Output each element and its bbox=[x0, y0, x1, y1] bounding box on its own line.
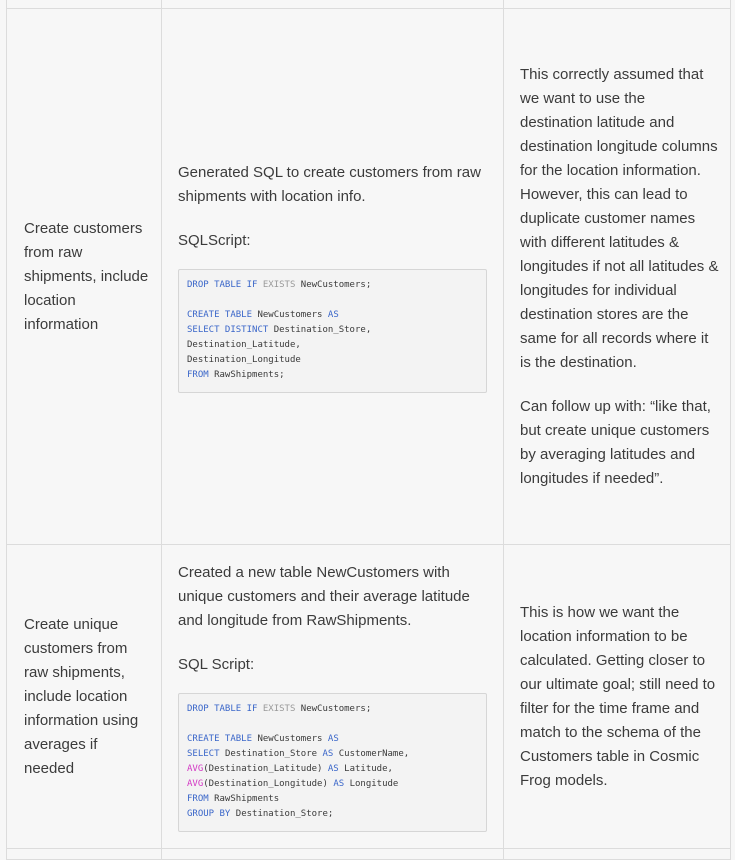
table-cell bbox=[7, 849, 162, 860]
code-token: (Destination_Longitude) bbox=[203, 779, 334, 789]
code-token: SELECT DISTINCT bbox=[187, 324, 274, 335]
task-cell bbox=[7, 545, 162, 849]
table-cell bbox=[162, 849, 504, 860]
table-cell bbox=[504, 0, 731, 9]
table-row-bottom-edge bbox=[7, 849, 731, 860]
code-token: FROM bbox=[187, 369, 215, 380]
code-line bbox=[187, 278, 478, 293]
task-text: Create unique customers from raw shipments, include location information using averages if needed bbox=[24, 615, 139, 777]
task-text: Create customers from raw shipments, include location information bbox=[24, 219, 149, 333]
code-token: DROP TABLE IF bbox=[187, 279, 263, 290]
code-line bbox=[187, 293, 478, 308]
code-token: NewCustomers bbox=[257, 734, 328, 744]
code-token: Destination_Store; bbox=[235, 809, 334, 819]
result-intro: Generated SQL to create customers from raw shipments with location info. bbox=[178, 163, 481, 205]
code-token: Latitude, bbox=[344, 764, 393, 774]
code-line bbox=[187, 792, 478, 807]
code-line bbox=[187, 353, 478, 368]
code-token: DROP TABLE IF bbox=[187, 704, 263, 714]
table-cell bbox=[162, 0, 504, 9]
notes-paragraph: This correctly assumed that we want to use the destination latitude and destination longitude columns for the location information. However, this can lead to duplicate customer names with different latitudes & longitudes if not all latitudes & longitudes for individual destination stores are the same for all records where it is the destination. bbox=[520, 65, 719, 371]
code-token: CustomerName, bbox=[338, 749, 410, 759]
code-token: SELECT bbox=[187, 749, 225, 759]
code-token: CREATE TABLE bbox=[187, 309, 258, 320]
table-row-top-edge bbox=[7, 0, 731, 9]
code-token: RawShipments; bbox=[214, 369, 285, 380]
code-line bbox=[187, 308, 478, 323]
code-line bbox=[187, 732, 478, 747]
code-line bbox=[187, 323, 478, 338]
code-token: NewCustomers bbox=[257, 309, 328, 320]
result-intro: Created a new table NewCustomers with unique customers and their average latitude and longitude from RawShipments. bbox=[178, 564, 470, 629]
sql-code-block bbox=[178, 693, 487, 832]
code-token: (Destination_Latitude) bbox=[203, 764, 328, 774]
code-line bbox=[187, 368, 478, 383]
code-token: AVG bbox=[187, 779, 204, 789]
code-line bbox=[187, 702, 478, 717]
script-label: SQL Script: bbox=[178, 656, 255, 673]
code-token: RawShipments bbox=[214, 794, 280, 804]
result-cell bbox=[162, 545, 504, 849]
code-line bbox=[187, 807, 478, 822]
result-cell bbox=[162, 9, 504, 545]
code-token: EXISTS bbox=[262, 704, 296, 714]
code-token: AS bbox=[327, 764, 345, 774]
notes-cell bbox=[504, 9, 731, 545]
code-token: AS bbox=[322, 749, 339, 759]
code-token: FROM bbox=[187, 794, 215, 804]
code-line bbox=[187, 777, 478, 792]
table-cell bbox=[7, 0, 162, 9]
table-cell bbox=[504, 849, 731, 860]
code-token: AS bbox=[327, 734, 339, 744]
notes-paragraph: Can follow up with: “like that, but create unique customers by averaging latitudes and longitudes if needed”. bbox=[520, 397, 711, 487]
code-token: CREATE TABLE bbox=[187, 734, 258, 744]
script-label: SQLScript: bbox=[178, 231, 251, 249]
table-row bbox=[7, 9, 731, 545]
code-token: EXISTS bbox=[262, 279, 296, 290]
code-token: NewCustomers; bbox=[295, 704, 372, 714]
code-token: GROUP BY bbox=[187, 809, 236, 819]
notes-paragraph: This is how we want the location information to be calculated. Getting closer to our ultimate goal; still need to filter for the time frame and match to the schema of the Customers table in Cosmic Frog models. bbox=[520, 603, 716, 789]
examples-table bbox=[6, 0, 731, 860]
code-token: AS bbox=[327, 309, 339, 320]
code-token: NewCustomers; bbox=[295, 279, 372, 290]
code-token: AVG bbox=[187, 764, 204, 774]
code-line bbox=[187, 762, 478, 777]
table-row bbox=[7, 545, 731, 849]
task-cell bbox=[7, 9, 162, 545]
code-token: AS bbox=[333, 779, 350, 789]
code-token: Destination_Latitude, bbox=[187, 339, 301, 350]
code-token: Destination_Longitude bbox=[187, 354, 301, 365]
code-line bbox=[187, 717, 478, 732]
code-token: Destination_Store bbox=[224, 749, 323, 759]
notes-cell bbox=[504, 545, 731, 849]
code-token: Longitude bbox=[349, 779, 399, 789]
sql-code-block bbox=[178, 269, 487, 393]
code-token: Destination_Store, bbox=[273, 324, 372, 335]
code-line bbox=[187, 747, 478, 762]
code-line bbox=[187, 338, 478, 353]
